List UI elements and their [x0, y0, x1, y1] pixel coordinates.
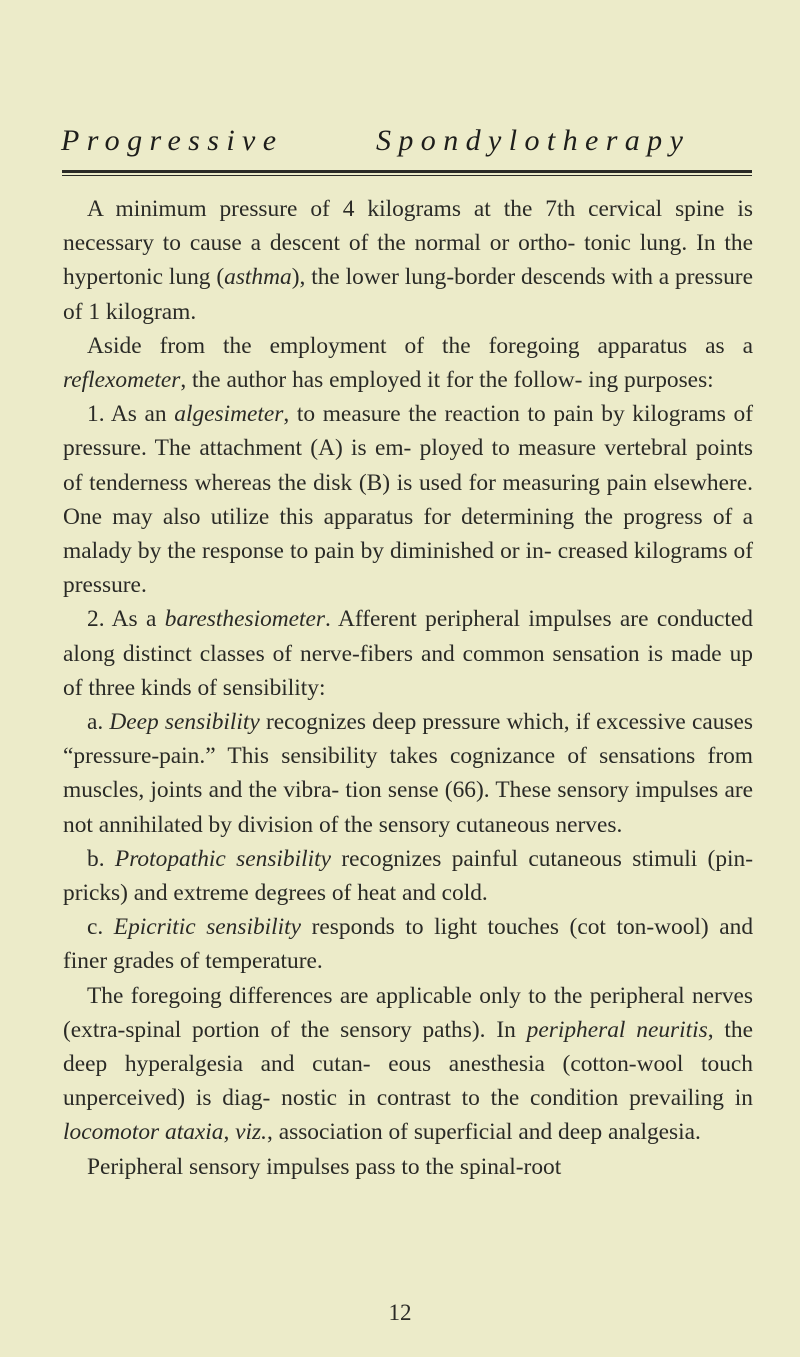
paragraph-5-text-b: recognizes deep pressure which, if excessive causes “pressure-pain.” This sensibility takes cognizance of sensations from muscles, joints and the vibra- tion sense (66). These sensory impulses are not annihilated by division of the sensory cutaneous nerves. [63, 709, 754, 838]
paragraph-5 [63, 705, 753, 842]
paragraph-3 [63, 397, 753, 602]
paragraph-7 [63, 910, 753, 978]
paragraph-5-emphasis: Deep sensibility [109, 709, 260, 736]
paragraph-1-text-a: A minimum pressure of 4 kilograms at the 7th cervical spine is necessary to cause a descent of the normal or ortho- tonic lung. In the hypertonic lung ( [63, 196, 753, 291]
paragraph-9-text-a: Peripheral sensory impulses pass to the spinal-root [87, 1153, 562, 1180]
paragraph-9 [63, 1150, 753, 1184]
paragraph-3-text-a: 1. As an [87, 401, 175, 428]
paragraph-8-text-d: , association of superficial and deep analgesia. [267, 1119, 701, 1146]
paragraph-6-text-a: b. [87, 845, 115, 872]
paragraph-7-text-b: responds to light touches (cot ton-wool) and finer grades of temperature. [63, 914, 754, 975]
page-number: 12 [388, 1300, 412, 1325]
paragraph-4 [63, 602, 753, 705]
paragraph-8-emphasis-1: peripheral neuritis [526, 1016, 708, 1043]
paragraph-1-emphasis: asthma [224, 264, 292, 291]
paragraph-2-text-a: Aside from the employment of the foregoing apparatus as a [87, 332, 753, 359]
paragraph-7-emphasis: Epicritic sensibility [113, 914, 302, 941]
paragraph-2 [63, 329, 753, 397]
paragraph-4-text-b: . Afferent peripheral impulses are conducted along distinct classes of nerve-fibers and common sensation is made up of three kinds of sensibility: [63, 606, 753, 701]
paragraph-3-emphasis: algesimeter [174, 401, 284, 428]
paragraph-8-text-c: , [223, 1119, 236, 1146]
paragraph-1 [63, 192, 753, 329]
paragraph-4-emphasis: baresthesiometer [164, 606, 326, 633]
paragraph-3-text-b: , to measure the reaction to pain by kilograms of pressure. The attachment (A) is em- ployed to measure vertebral points of tenderness whereas the disk (B) is used for measuring pain elsewhere. One may also utilize this apparatus for determining the progress of a malady by the response to pain by diminished or in- creased kilograms of pressure. [63, 401, 753, 599]
running-head [61, 124, 751, 164]
running-head-word-2: Spondylotherapy [376, 124, 691, 157]
paragraph-2-emphasis: reflexometer [63, 367, 181, 394]
paragraph-8 [63, 979, 753, 1150]
paragraph-7-text-a: c. [87, 914, 114, 941]
paragraph-5-text-a: a. [87, 709, 110, 736]
paragraph-8-emphasis-3: viz. [235, 1119, 268, 1146]
header-rule-thin [62, 175, 752, 176]
body-text [63, 192, 753, 1184]
paragraph-1-text-b: ), the lower lung-border descends with a pressure of 1 kilogram. [63, 264, 753, 325]
paragraph-8-text-b: , the deep hyperalgesia and cutan- eous anesthesia (cotton-wool touch unperceived) is diag- nostic in contrast to the condition prevailing in [63, 1016, 753, 1112]
header-rule-thick [62, 170, 752, 173]
running-head-word-1: Progressive [61, 124, 284, 157]
paragraph-8-emphasis-2: locomotor ataxia [63, 1119, 224, 1146]
paragraph-6-text-b: recognizes painful cutaneous stimuli (pin-pricks) and extreme degrees of heat and cold. [63, 845, 754, 907]
paragraph-4-text-a: 2. As a [87, 606, 165, 633]
paragraph-2-text-b: , the author has employed it for the follow- ing purposes: [180, 367, 714, 394]
paragraph-8-text-a: The foregoing differences are applicable only to the peripheral nerves (extra-spinal portion of the sensory paths). In [63, 982, 753, 1043]
paragraph-6 [63, 842, 753, 910]
paragraph-6-emphasis: Protopathic sensibility [114, 845, 331, 872]
